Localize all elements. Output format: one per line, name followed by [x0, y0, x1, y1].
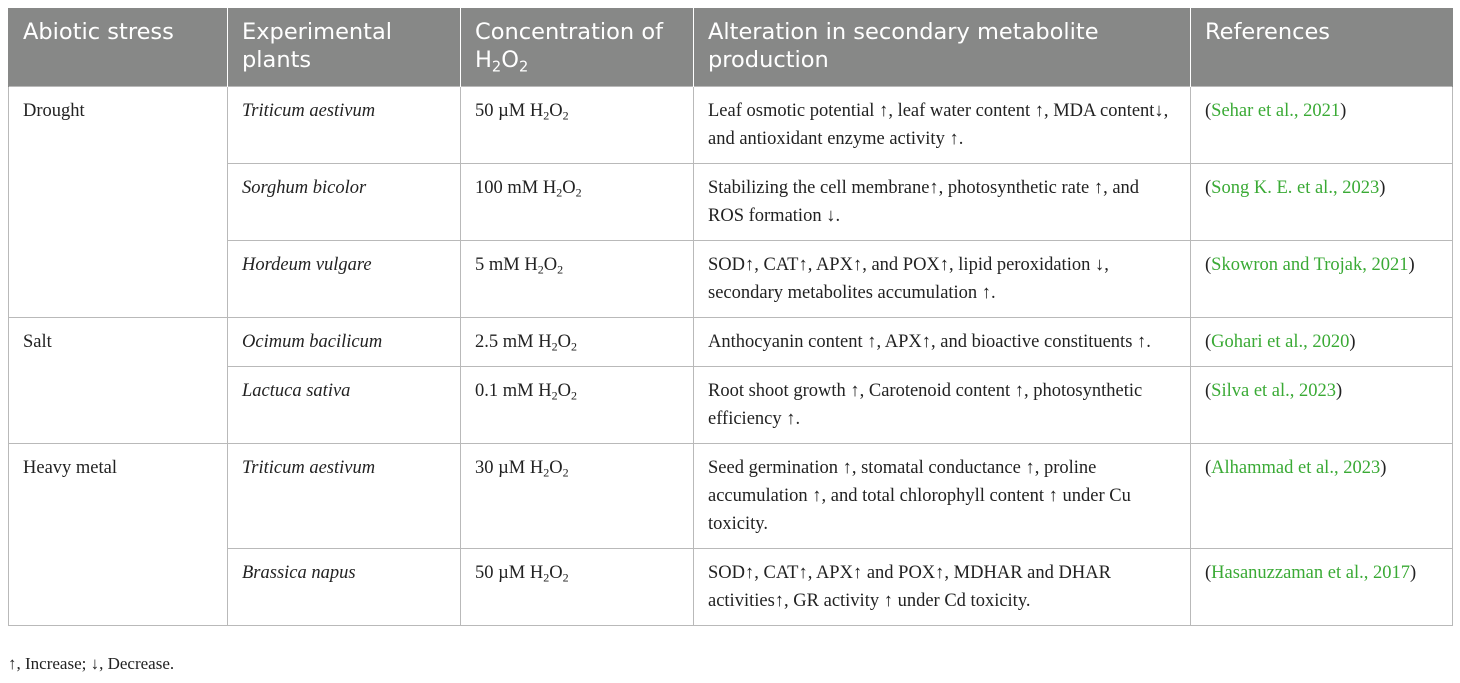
header-concentration-mid: O [501, 47, 519, 73]
table-row [9, 318, 1453, 367]
header-references: References [1191, 8, 1453, 87]
formula-sub: 2 [543, 108, 550, 123]
plant-cell: Triticum aestivum [228, 444, 461, 549]
plant-cell: Lactuca sativa [228, 367, 461, 444]
alteration-cell: Seed germination ↑, stomatal conductance ↑, proline accumulation ↑, and total chlorophyll content ↑ under Cu toxicity. [694, 444, 1191, 549]
concentration-cell [461, 318, 694, 367]
concentration-cell [461, 367, 694, 444]
table-header [9, 8, 1453, 87]
formula-sub: 2 [537, 262, 544, 277]
formula-sub: 2 [551, 339, 558, 354]
ref-paren: ( [1205, 563, 1212, 583]
header-concentration-sub1: 2 [491, 58, 502, 76]
reference-cell [1191, 318, 1453, 367]
ref-paren: ) [1349, 332, 1356, 352]
ref-paren: ) [1340, 101, 1347, 121]
plant-cell: Triticum aestivum [228, 87, 461, 164]
header-row [9, 8, 1453, 87]
ref-paren: ( [1205, 101, 1212, 121]
plant-cell: Ocimum bacilicum [228, 318, 461, 367]
header-concentration-sub2: 2 [518, 58, 529, 76]
ref-paren: ) [1380, 458, 1387, 478]
concentration-value: 50 µM H [475, 101, 544, 121]
reference-cell [1191, 241, 1453, 318]
reference-cell [1191, 367, 1453, 444]
reference-link[interactable]: Skowron and Trojak, 2021 [1211, 255, 1409, 275]
reference-link[interactable]: Silva et al., 2023 [1211, 381, 1337, 401]
header-alteration: Alteration in secondary metabolite production [694, 8, 1191, 87]
formula-sub: 2 [551, 388, 558, 403]
plant-cell: Sorghum bicolor [228, 164, 461, 241]
concentration-cell [461, 87, 694, 164]
concentration-value: 50 µM H [475, 563, 544, 583]
formula-sub: 2 [557, 262, 564, 277]
header-abiotic-stress: Abiotic stress [9, 8, 228, 87]
ref-paren: ( [1205, 332, 1212, 352]
formula-sub: 2 [562, 465, 569, 480]
stress-cell-heavy-metal: Heavy metal [9, 444, 228, 626]
formula-sub: 2 [543, 465, 550, 480]
formula-mid: O [543, 255, 558, 275]
table-body [9, 87, 1453, 626]
table-row [9, 444, 1453, 549]
header-concentration [461, 8, 694, 87]
ref-paren: ( [1205, 255, 1212, 275]
data-table-wrapper [8, 8, 1452, 626]
reference-link[interactable]: Alhammad et al., 2023 [1211, 458, 1381, 478]
reference-link[interactable]: Song K. E. et al., 2023 [1211, 178, 1380, 198]
concentration-cell [461, 164, 694, 241]
alteration-cell: Root shoot growth ↑, Carotenoid content ↑, photosynthetic efficiency ↑. [694, 367, 1191, 444]
formula-sub: 2 [556, 185, 563, 200]
alteration-cell: Stabilizing the cell membrane↑, photosynthetic rate ↑, and ROS formation ↓. [694, 164, 1191, 241]
formula-mid: O [562, 178, 576, 198]
formula-mid: O [557, 332, 571, 352]
table-footnote: ↑, Increase; ↓, Decrease. [8, 654, 175, 673]
ref-paren: ( [1205, 381, 1212, 401]
formula-mid: O [549, 563, 563, 583]
reference-cell [1191, 444, 1453, 549]
header-concentration-prefix: Concentration of H [475, 19, 664, 73]
ref-paren: ) [1379, 178, 1386, 198]
alteration-cell: SOD↑, CAT↑, APX↑, and POX↑, lipid peroxidation ↓, secondary metabolites accumulation ↑. [694, 241, 1191, 318]
reference-cell [1191, 164, 1453, 241]
formula-sub: 2 [562, 108, 569, 123]
formula-mid: O [557, 381, 571, 401]
reference-cell [1191, 87, 1453, 164]
header-experimental-plants: Experimental plants [228, 8, 461, 87]
ref-paren: ( [1205, 178, 1212, 198]
formula-sub: 2 [543, 570, 550, 585]
concentration-cell [461, 549, 694, 626]
formula-mid: O [549, 101, 563, 121]
concentration-value: 30 µM H [475, 458, 544, 478]
reference-link[interactable]: Sehar et al., 2021 [1211, 101, 1341, 121]
alteration-cell: SOD↑, CAT↑, APX↑ and POX↑, MDHAR and DHAR activities↑, GR activity ↑ under Cd toxicity. [694, 549, 1191, 626]
ref-paren: ) [1336, 381, 1343, 401]
data-table [8, 8, 1453, 626]
formula-sub: 2 [562, 570, 569, 585]
concentration-value: 0.1 mM H [475, 381, 552, 401]
stress-cell-salt: Salt [9, 318, 228, 444]
formula-sub: 2 [570, 388, 577, 403]
concentration-cell [461, 241, 694, 318]
plant-cell: Brassica napus [228, 549, 461, 626]
ref-paren: ) [1409, 563, 1417, 583]
alteration-cell: Anthocyanin content ↑, APX↑, and bioactive constituents ↑. [694, 318, 1191, 367]
formula-sub: 2 [570, 339, 577, 354]
ref-paren: ( [1205, 458, 1212, 478]
stress-cell-drought: Drought [9, 87, 228, 318]
concentration-value: 100 mM H [475, 178, 557, 198]
reference-cell [1191, 549, 1453, 626]
plant-cell: Hordeum vulgare [228, 241, 461, 318]
concentration-value: 2.5 mM H [475, 332, 552, 352]
concentration-cell [461, 444, 694, 549]
ref-paren: ) [1408, 255, 1415, 275]
formula-sub: 2 [575, 185, 582, 200]
formula-mid: O [549, 458, 563, 478]
alteration-cell: Leaf osmotic potential ↑, leaf water content ↑, MDA content↓, and antioxidant enzyme activity ↑. [694, 87, 1191, 164]
concentration-value: 5 mM H [475, 255, 538, 275]
reference-link[interactable]: Gohari et al., 2020 [1211, 332, 1350, 352]
reference-link[interactable]: Hasanuzzaman et al., 2017 [1211, 563, 1410, 583]
table-row [9, 87, 1453, 164]
